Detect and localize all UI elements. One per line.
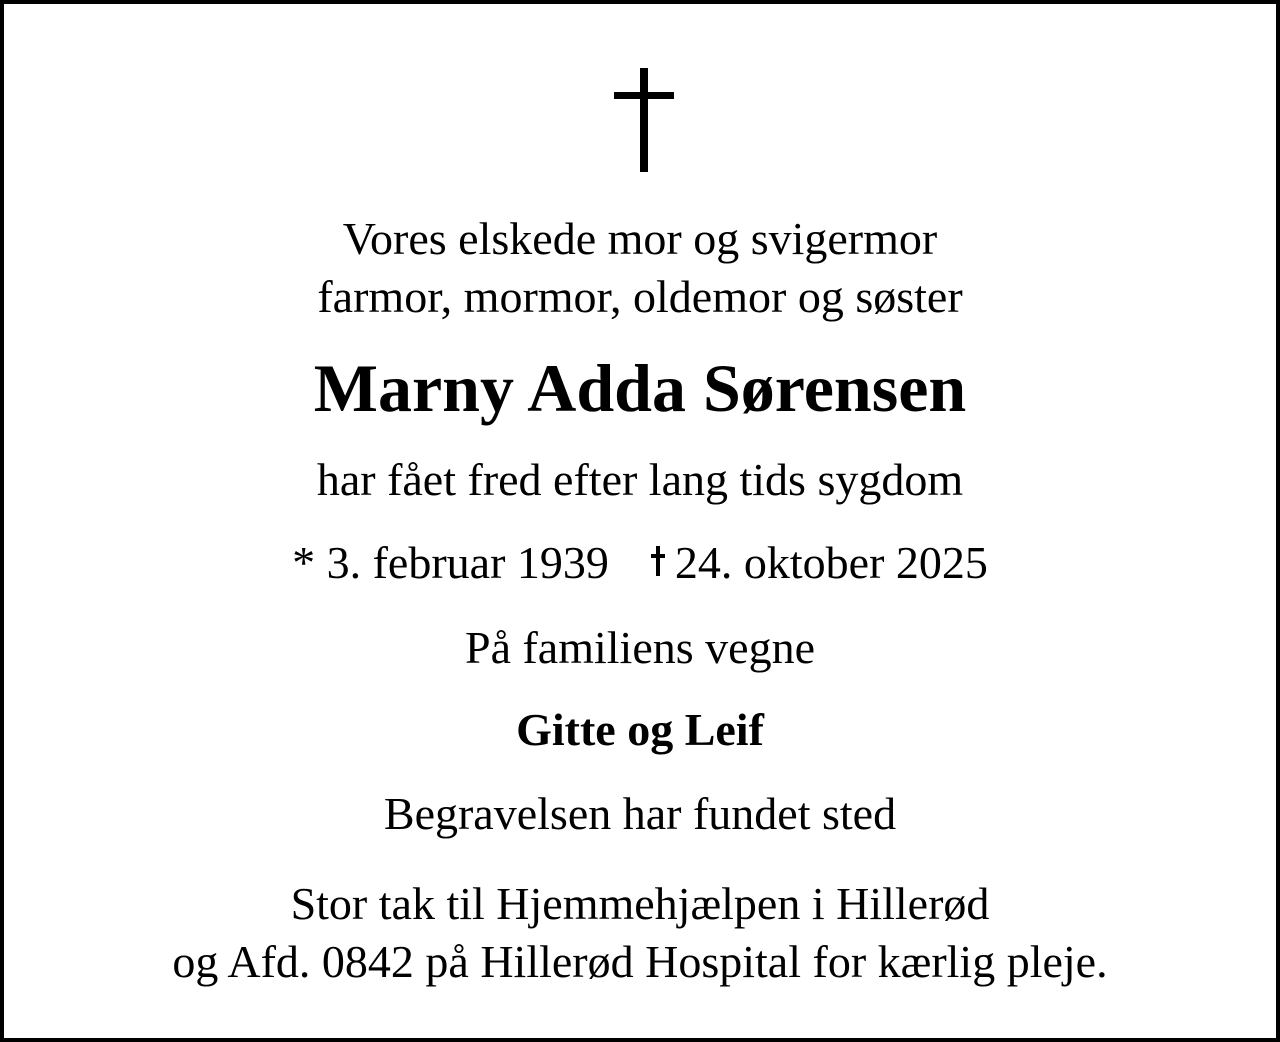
- deceased-name: Marny Adda Sørensen: [313, 350, 967, 426]
- thanks-line-1: Stor tak til Hjemmehjælpen i Hillerød: [290, 878, 990, 929]
- small-cross-icon: [651, 546, 665, 576]
- born-date: 3. februar 1939: [326, 537, 609, 588]
- funeral-text: Begravelsen har fundet sted: [383, 788, 897, 839]
- born-marker: *: [292, 537, 316, 588]
- behalf-text: På familiens vegne: [464, 622, 815, 673]
- intro-text: [4, 210, 1276, 326]
- thanks-line-2: og Afd. 0842 på Hillerød Hospital for kærlig pleje.: [172, 936, 1108, 987]
- life-dates: [4, 537, 1276, 588]
- intro-line-2: farmor, mormor, oldemor og søster: [317, 271, 963, 322]
- intro-line-1: Vores elskede mor og svigermor: [342, 213, 938, 264]
- signers-names: Gitte og Leif: [516, 704, 764, 755]
- thanks-text: [4, 875, 1276, 991]
- died-date: 24. oktober 2025: [674, 537, 988, 588]
- subtitle-text: har fået fred efter lang tids sygdom: [316, 454, 964, 505]
